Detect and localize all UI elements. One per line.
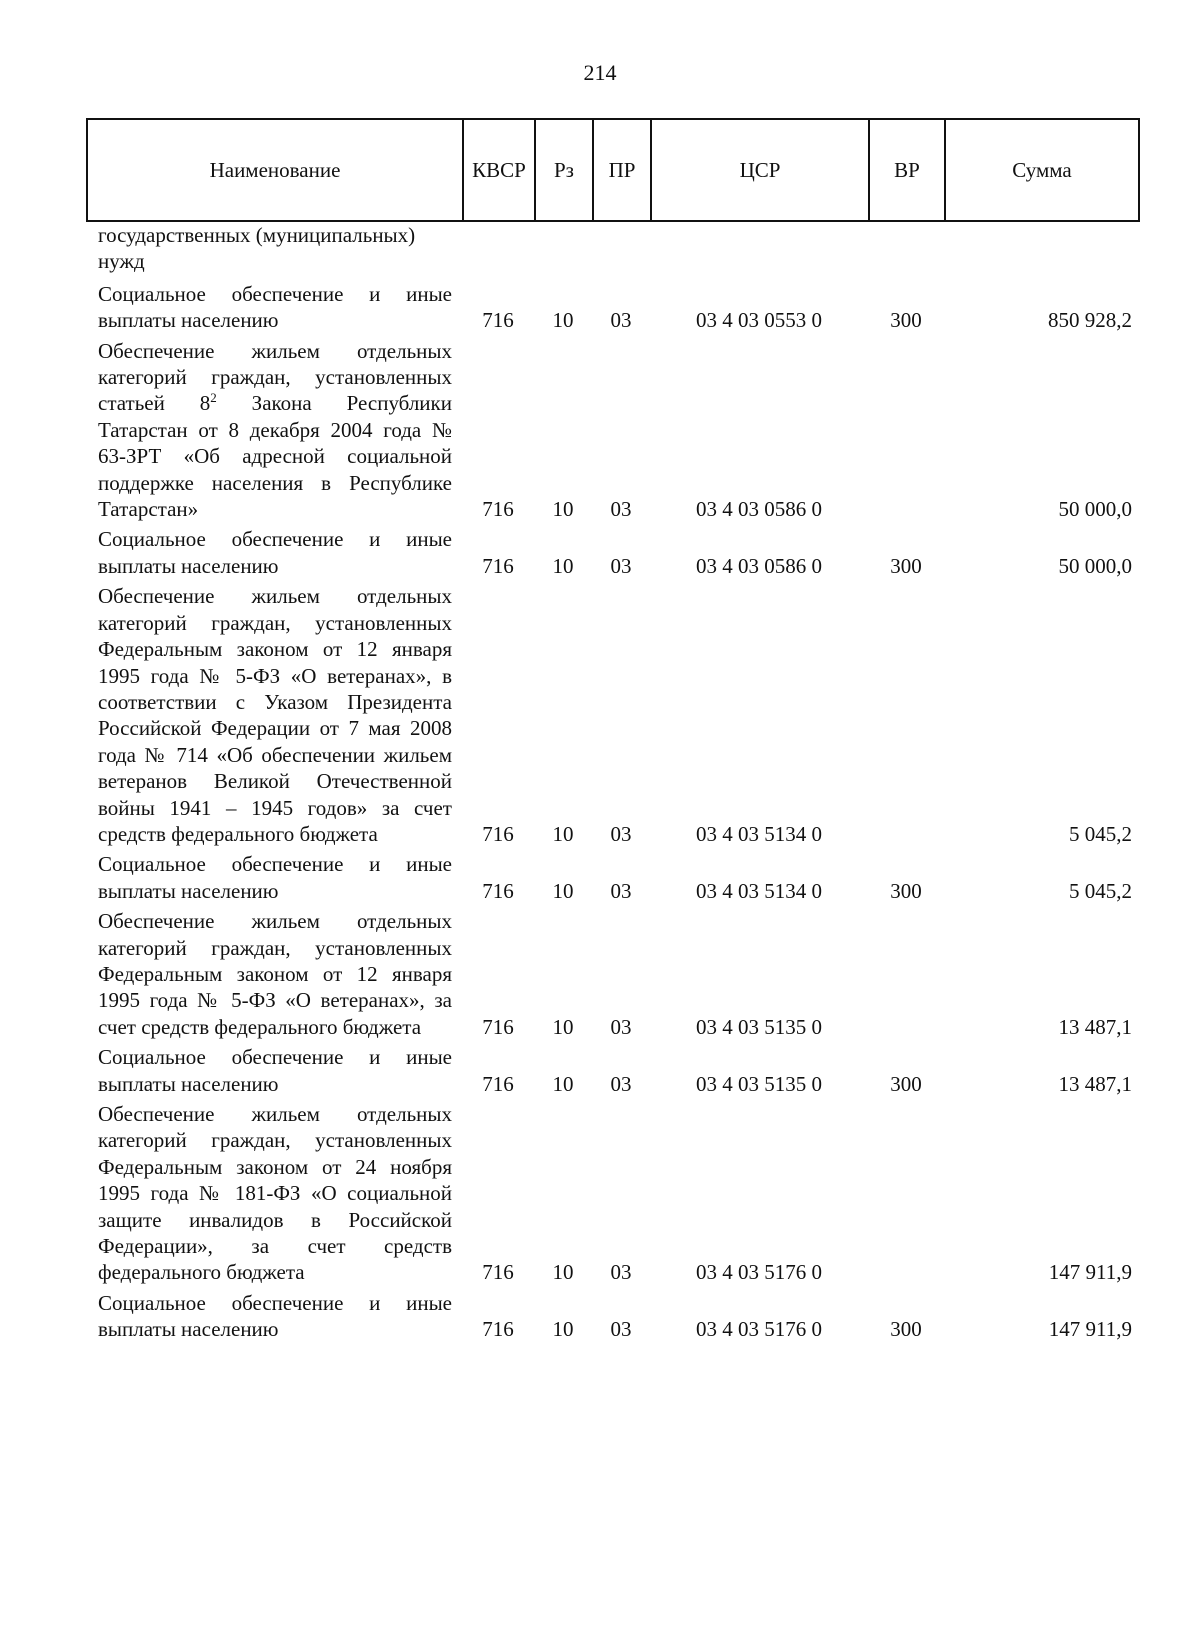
header-sum: Сумма — [1012, 157, 1072, 182]
row-kvsr: 716 — [482, 308, 514, 333]
row-kvsr: 716 — [482, 1071, 514, 1096]
row-rz: 10 — [552, 1014, 574, 1039]
row-csr: 03 4 03 5135 0 — [696, 1071, 822, 1096]
row-kvsr: 716 — [482, 497, 514, 522]
row-kvsr: 716 — [482, 1317, 514, 1342]
row-kvsr: 716 — [482, 821, 514, 846]
row-pr: 03 — [610, 553, 632, 578]
table-row — [86, 1290, 1140, 1343]
row-csr: 03 4 03 0586 0 — [696, 553, 822, 578]
header-csr: ЦСР — [652, 120, 870, 220]
row-name: Социальное обеспечение и иные выплаты населению — [98, 852, 452, 903]
page-number: 214 — [583, 60, 617, 85]
row-rz: 10 — [552, 308, 574, 333]
row-kvsr: 716 — [482, 553, 514, 578]
row-vr: 300 — [890, 1317, 922, 1342]
table-row — [86, 526, 1140, 579]
row-csr: 03 4 03 0586 0 — [696, 497, 822, 522]
header-name: Наименование — [88, 120, 464, 220]
row-pr: 03 — [610, 821, 632, 846]
table-row — [86, 1044, 1140, 1097]
header-vr: ВР — [870, 120, 946, 220]
row-name: Социальное обеспечение и иные выплаты населению — [98, 281, 452, 333]
row-sum: 5 045,2 — [1069, 878, 1132, 903]
table-row — [86, 281, 1140, 334]
row-csr: 03 4 03 5135 0 — [696, 1014, 822, 1039]
row-csr: 03 4 03 5134 0 — [696, 878, 822, 903]
row-name: Социальное обеспечение и иные выплаты населению — [98, 1290, 452, 1342]
row-pr: 03 — [610, 1071, 632, 1096]
row-csr: 03 4 03 5134 0 — [696, 821, 822, 846]
row-vr: 300 — [890, 1071, 922, 1096]
header-pr: ПР — [594, 120, 652, 220]
row-name: Обеспечение жильем отдельных категорий граждан, установленных Федеральным законом от 12 января 1995 года № 5-ФЗ «О ветеранах», в соответствии с Указом Президента Российской Федерации от 7 мая 2008 года № 714 «Об обеспечении жильем ветеранов Великой Отечественной войны 1941 – 1945 годов» за счет средств федерального бюджета — [98, 584, 452, 846]
row-sum: 5 045,2 — [1069, 821, 1132, 846]
row-rz: 10 — [552, 1260, 574, 1285]
row-sum: 147 911,9 — [1048, 1260, 1132, 1285]
row-kvsr: 716 — [482, 1014, 514, 1039]
row-rz: 10 — [552, 878, 574, 903]
row-pr: 03 — [610, 878, 632, 903]
row-name-part: Обеспечение жильем отдельных категорий граждан, установленных статьей 8 — [98, 338, 452, 416]
table-row — [86, 1101, 1140, 1286]
row-sum: 13 487,1 — [1058, 1014, 1132, 1039]
row-pr: 03 — [610, 1014, 632, 1039]
row-csr: 03 4 03 5176 0 — [696, 1317, 822, 1342]
row-pr: 03 — [610, 1317, 632, 1342]
header-kvsr: КВСР — [464, 120, 536, 220]
row-sum: 50 000,0 — [1058, 497, 1132, 522]
row-csr: 03 4 03 5176 0 — [696, 1260, 822, 1285]
row-kvsr: 716 — [482, 1260, 514, 1285]
superscript: 2 — [210, 390, 217, 406]
row-sum: 147 911,9 — [1048, 1317, 1132, 1342]
row-rz: 10 — [552, 1317, 574, 1342]
row-sum: 50 000,0 — [1058, 553, 1132, 578]
row-name: Социальное обеспечение и иные выплаты населению — [98, 1045, 452, 1096]
row-name: государственных (муниципальных) нужд — [98, 223, 416, 274]
row-kvsr: 716 — [482, 878, 514, 903]
row-sum: 850 928,2 — [1048, 308, 1132, 333]
row-name — [86, 338, 462, 523]
row-name: Социальное обеспечение и иные выплаты населению — [98, 527, 452, 578]
row-pr: 03 — [610, 308, 632, 333]
row-pr: 03 — [610, 497, 632, 522]
table-row — [86, 222, 1140, 275]
row-vr: 300 — [890, 878, 922, 903]
table-header — [86, 118, 1140, 222]
row-name: Обеспечение жильем отдельных категорий граждан, установленных Федеральным законом от 24 ноября 1995 года № 181-ФЗ «О социальной защите инвалидов в Российской Федерации», за счет средств федерального бюджета — [98, 1102, 452, 1285]
table-row — [86, 583, 1140, 847]
row-vr: 300 — [890, 553, 922, 578]
row-name-part: Закона Республики Татарстан от 8 декабря 2004 года № 63-ЗРТ «Об адресной социальной поддержке населения в Республике Татарстан» — [98, 391, 452, 522]
table-row — [86, 908, 1140, 1040]
row-sum: 13 487,1 — [1058, 1071, 1132, 1096]
row-pr: 03 — [610, 1260, 632, 1285]
row-csr: 03 4 03 0553 0 — [696, 308, 822, 333]
row-vr: 300 — [890, 308, 922, 333]
table-row — [86, 851, 1140, 904]
row-rz: 10 — [552, 497, 574, 522]
row-rz: 10 — [552, 821, 574, 846]
row-rz: 10 — [552, 1071, 574, 1096]
header-rz: Рз — [536, 120, 594, 220]
table-body — [86, 222, 1140, 1347]
row-name: Обеспечение жильем отдельных категорий граждан, установленных Федеральным законом от 12 января 1995 года № 5-ФЗ «О ветеранах», за счет средств федерального бюджета — [98, 909, 452, 1039]
row-rz: 10 — [552, 553, 574, 578]
table-row — [86, 338, 1140, 523]
